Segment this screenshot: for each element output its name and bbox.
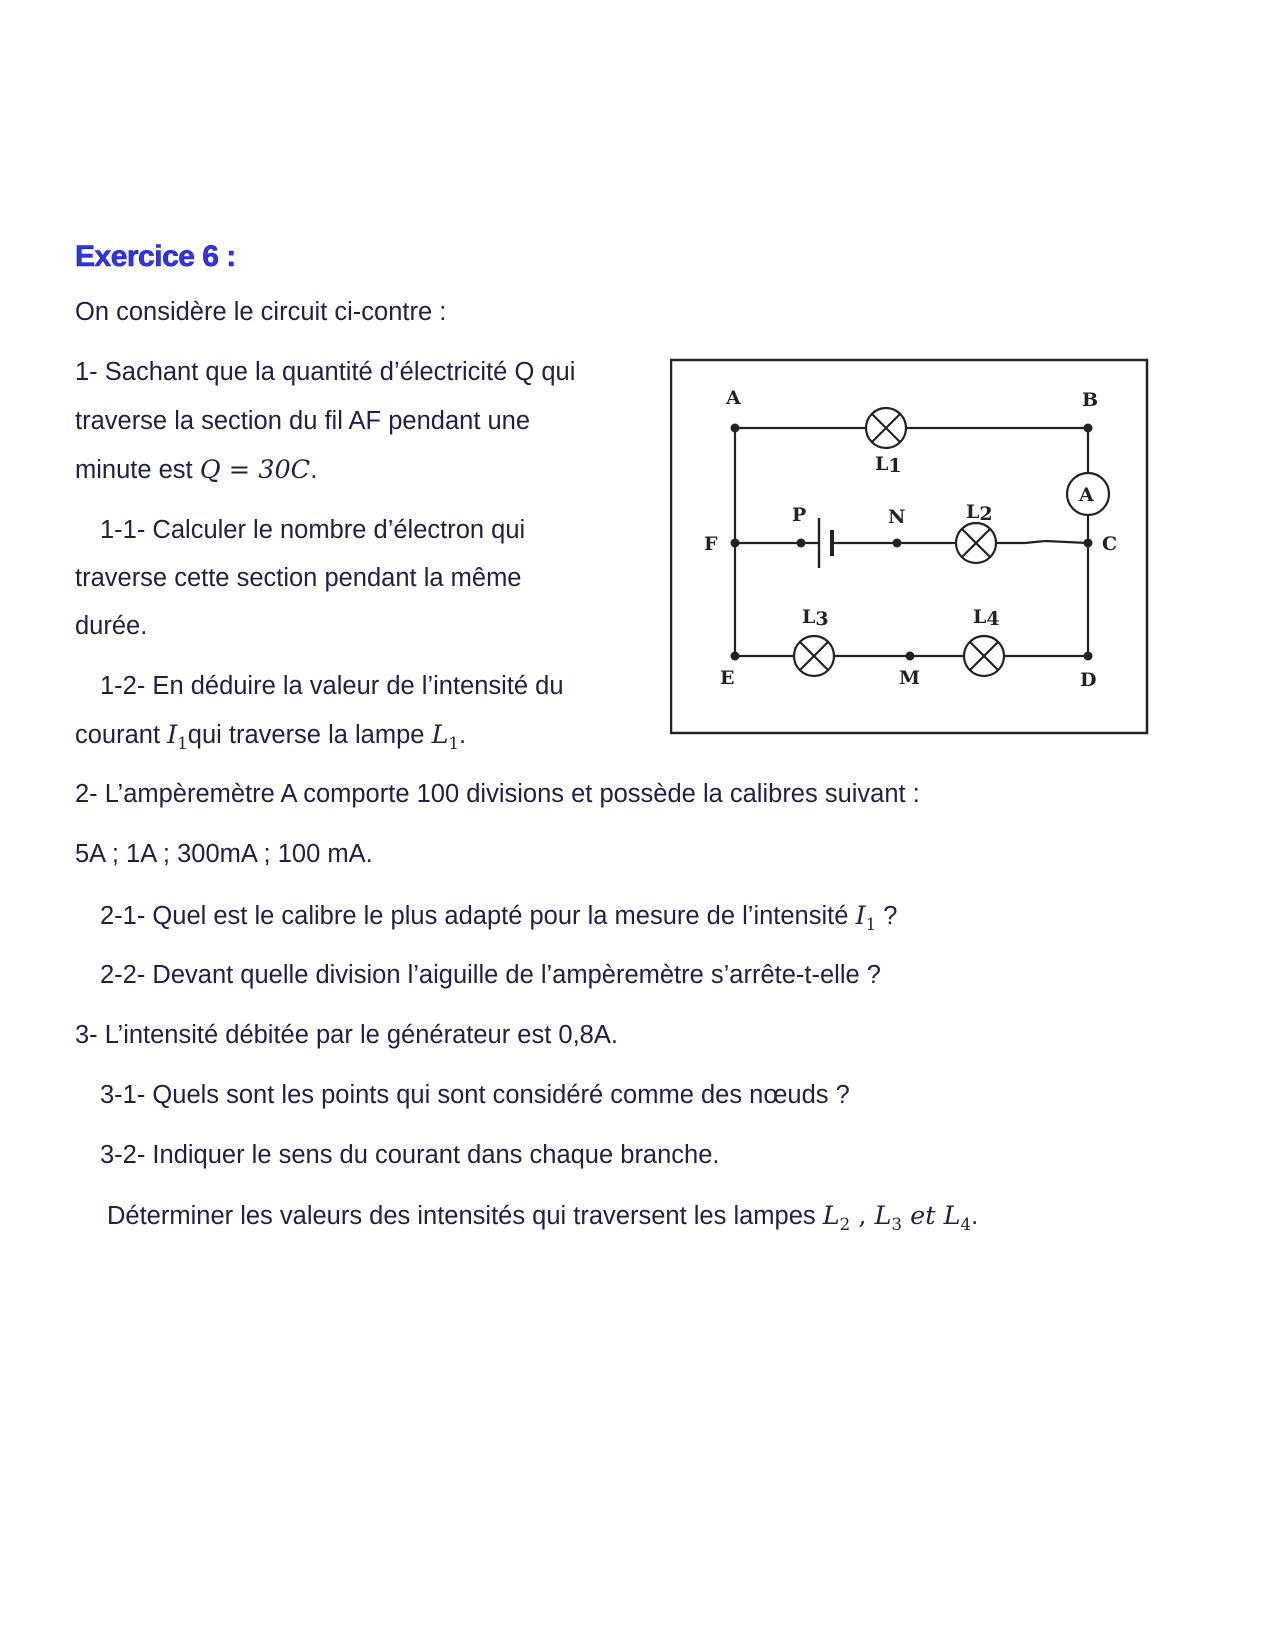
ammeter-label: A <box>1079 484 1094 506</box>
q1-line3-end: . <box>310 456 318 484</box>
lamp-l4-label: L4 <box>973 606 1000 630</box>
q1-2-line2-a: courant <box>75 721 168 749</box>
q2-line2: 5A ; 1A ; 300mA ; 100 mA. <box>75 840 373 868</box>
lamp-l2-label: L2 <box>966 501 993 525</box>
q1-1-line1: 1-1- Calculer le nombre d’électron qui <box>100 516 526 544</box>
node-label-m: M <box>899 667 921 689</box>
q1-formula: Q = 30C <box>199 455 311 485</box>
q1-2-line2-b: qui traverse la lampe <box>187 721 432 749</box>
circuit-diagram <box>670 350 1150 735</box>
q1-line3 <box>75 455 317 485</box>
q3-2: 3-2- Indiquer le sens du courant dans chaque branche. <box>100 1141 720 1169</box>
lamp-l1-label: L1 <box>875 453 902 477</box>
battery-symbol <box>819 518 832 568</box>
node-label-c: C <box>1102 533 1118 555</box>
node-label-a: A <box>726 387 741 409</box>
node-label-p: P <box>792 504 807 526</box>
q2-2: 2-2- Devant quelle division l’aiguille de l’ampèremètre s’arrête-t-elle ? <box>100 961 881 989</box>
q2-line1: 2- L’ampèremètre A comporte 100 divisions et possède la calibres suivant : <box>75 780 920 808</box>
node-label-b: B <box>1082 389 1099 411</box>
q3-3-lamps: $L_2$ , $L_3$ et $L_4$ <box>822 1201 972 1235</box>
q3-3: Déterminer les valeurs des intensités qui traversent les lampes $L_2$ , $L_3$ et $L_4$. <box>107 1201 979 1235</box>
q1-2-line1: 1-2- En déduire la valeur de l’intensité du <box>100 672 564 700</box>
lamp-l1-icon <box>866 408 906 448</box>
q1-line3-text: minute est <box>75 456 200 484</box>
q1-1-line3: durée. <box>75 612 148 640</box>
node-label-d: D <box>1080 669 1097 691</box>
q2-1: 2-1- Quel est le calibre le plus adapté pour la mesure de l’intensité $I_1$ ? <box>100 901 898 935</box>
lamp-l4-icon <box>964 636 1004 676</box>
node-label-n: N <box>888 506 906 528</box>
q1-2-symbol-i: $I_1$ <box>167 720 188 754</box>
exercise-title: Exercice 6 : <box>75 240 236 273</box>
q2-1-symbol: $I_1$ <box>855 901 877 935</box>
q3: 3- L’intensité débitée par le générateur est 0,8A. <box>75 1021 618 1049</box>
lamp-l3-label: L3 <box>802 606 829 630</box>
circuit-wires <box>735 428 1088 656</box>
q3-1: 3-1- Quels sont les points qui sont considéré comme des nœuds ? <box>100 1081 850 1109</box>
q1-2-line2: courant $I_1qui$ traverse la lampe $L_1$. <box>75 720 467 754</box>
lamp-l3-icon <box>794 636 834 676</box>
q1-line1: 1- Sachant que la quantité d’électricité Q qui <box>75 358 576 386</box>
q1-2-symbol-l: $L_1$ <box>431 720 460 754</box>
q1-line2: traverse la section du fil AF pendant une <box>75 407 531 435</box>
node-label-f: F <box>704 533 718 555</box>
q1-1-line2: traverse cette section pendant la même <box>75 564 522 592</box>
lamp-l2-icon <box>956 523 996 563</box>
intro-text: On considère le circuit ci-contre : <box>75 298 447 326</box>
node-label-e: E <box>720 667 735 689</box>
